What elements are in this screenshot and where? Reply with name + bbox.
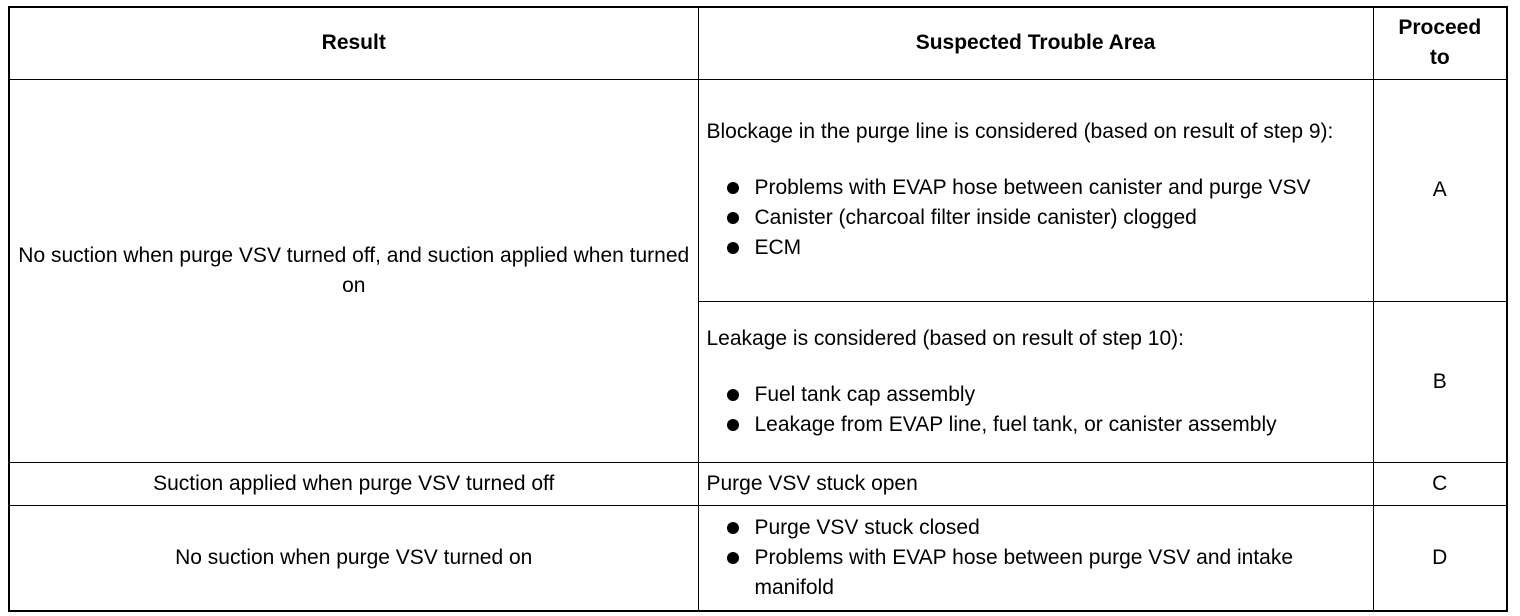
list-item: Canister (charcoal filter inside canister) clogged bbox=[707, 203, 1365, 233]
area-list bbox=[707, 513, 1365, 603]
header-row bbox=[9, 7, 1507, 79]
suspected-area-cell bbox=[698, 301, 1373, 462]
result-cell: No suction when purge VSV turned on bbox=[9, 505, 698, 611]
header-suspected-area: Suspected Trouble Area bbox=[698, 7, 1373, 79]
table-row bbox=[9, 79, 1507, 301]
area-list bbox=[707, 173, 1365, 263]
list-item: ECM bbox=[707, 233, 1365, 263]
suspected-area-cell: Purge VSV stuck open bbox=[698, 462, 1373, 505]
result-cell: No suction when purge VSV turned off, and suction applied when turned on bbox=[9, 79, 698, 462]
proceed-cell: B bbox=[1373, 301, 1507, 462]
proceed-cell: D bbox=[1373, 505, 1507, 611]
list-item: Problems with EVAP hose between purge VSV and intake manifold bbox=[707, 543, 1365, 603]
proceed-cell: C bbox=[1373, 462, 1507, 505]
table-row bbox=[9, 505, 1507, 611]
list-item: Purge VSV stuck closed bbox=[707, 513, 1365, 543]
area-intro: Leakage is considered (based on result of step 10): bbox=[706, 326, 1184, 350]
area-list bbox=[707, 380, 1365, 440]
header-result: Result bbox=[9, 7, 698, 79]
area-intro: Blockage in the purge line is considered (based on result of step 9): bbox=[706, 120, 1334, 143]
suspected-area-cell bbox=[698, 505, 1373, 611]
trouble-table bbox=[8, 6, 1508, 612]
header-proceed-line1: Proceed bbox=[1398, 16, 1482, 40]
list-item: Leakage from EVAP line, fuel tank, or canister assembly bbox=[707, 410, 1365, 440]
suspected-area-cell bbox=[698, 79, 1373, 301]
proceed-cell: A bbox=[1373, 79, 1507, 301]
list-item: Fuel tank cap assembly bbox=[707, 380, 1365, 410]
header-proceed-to bbox=[1373, 7, 1507, 79]
list-item: Problems with EVAP hose between canister and purge VSV bbox=[707, 173, 1365, 203]
header-proceed-line2: to bbox=[1429, 46, 1450, 70]
table-row bbox=[9, 462, 1507, 505]
result-cell: Suction applied when purge VSV turned off bbox=[9, 462, 698, 505]
